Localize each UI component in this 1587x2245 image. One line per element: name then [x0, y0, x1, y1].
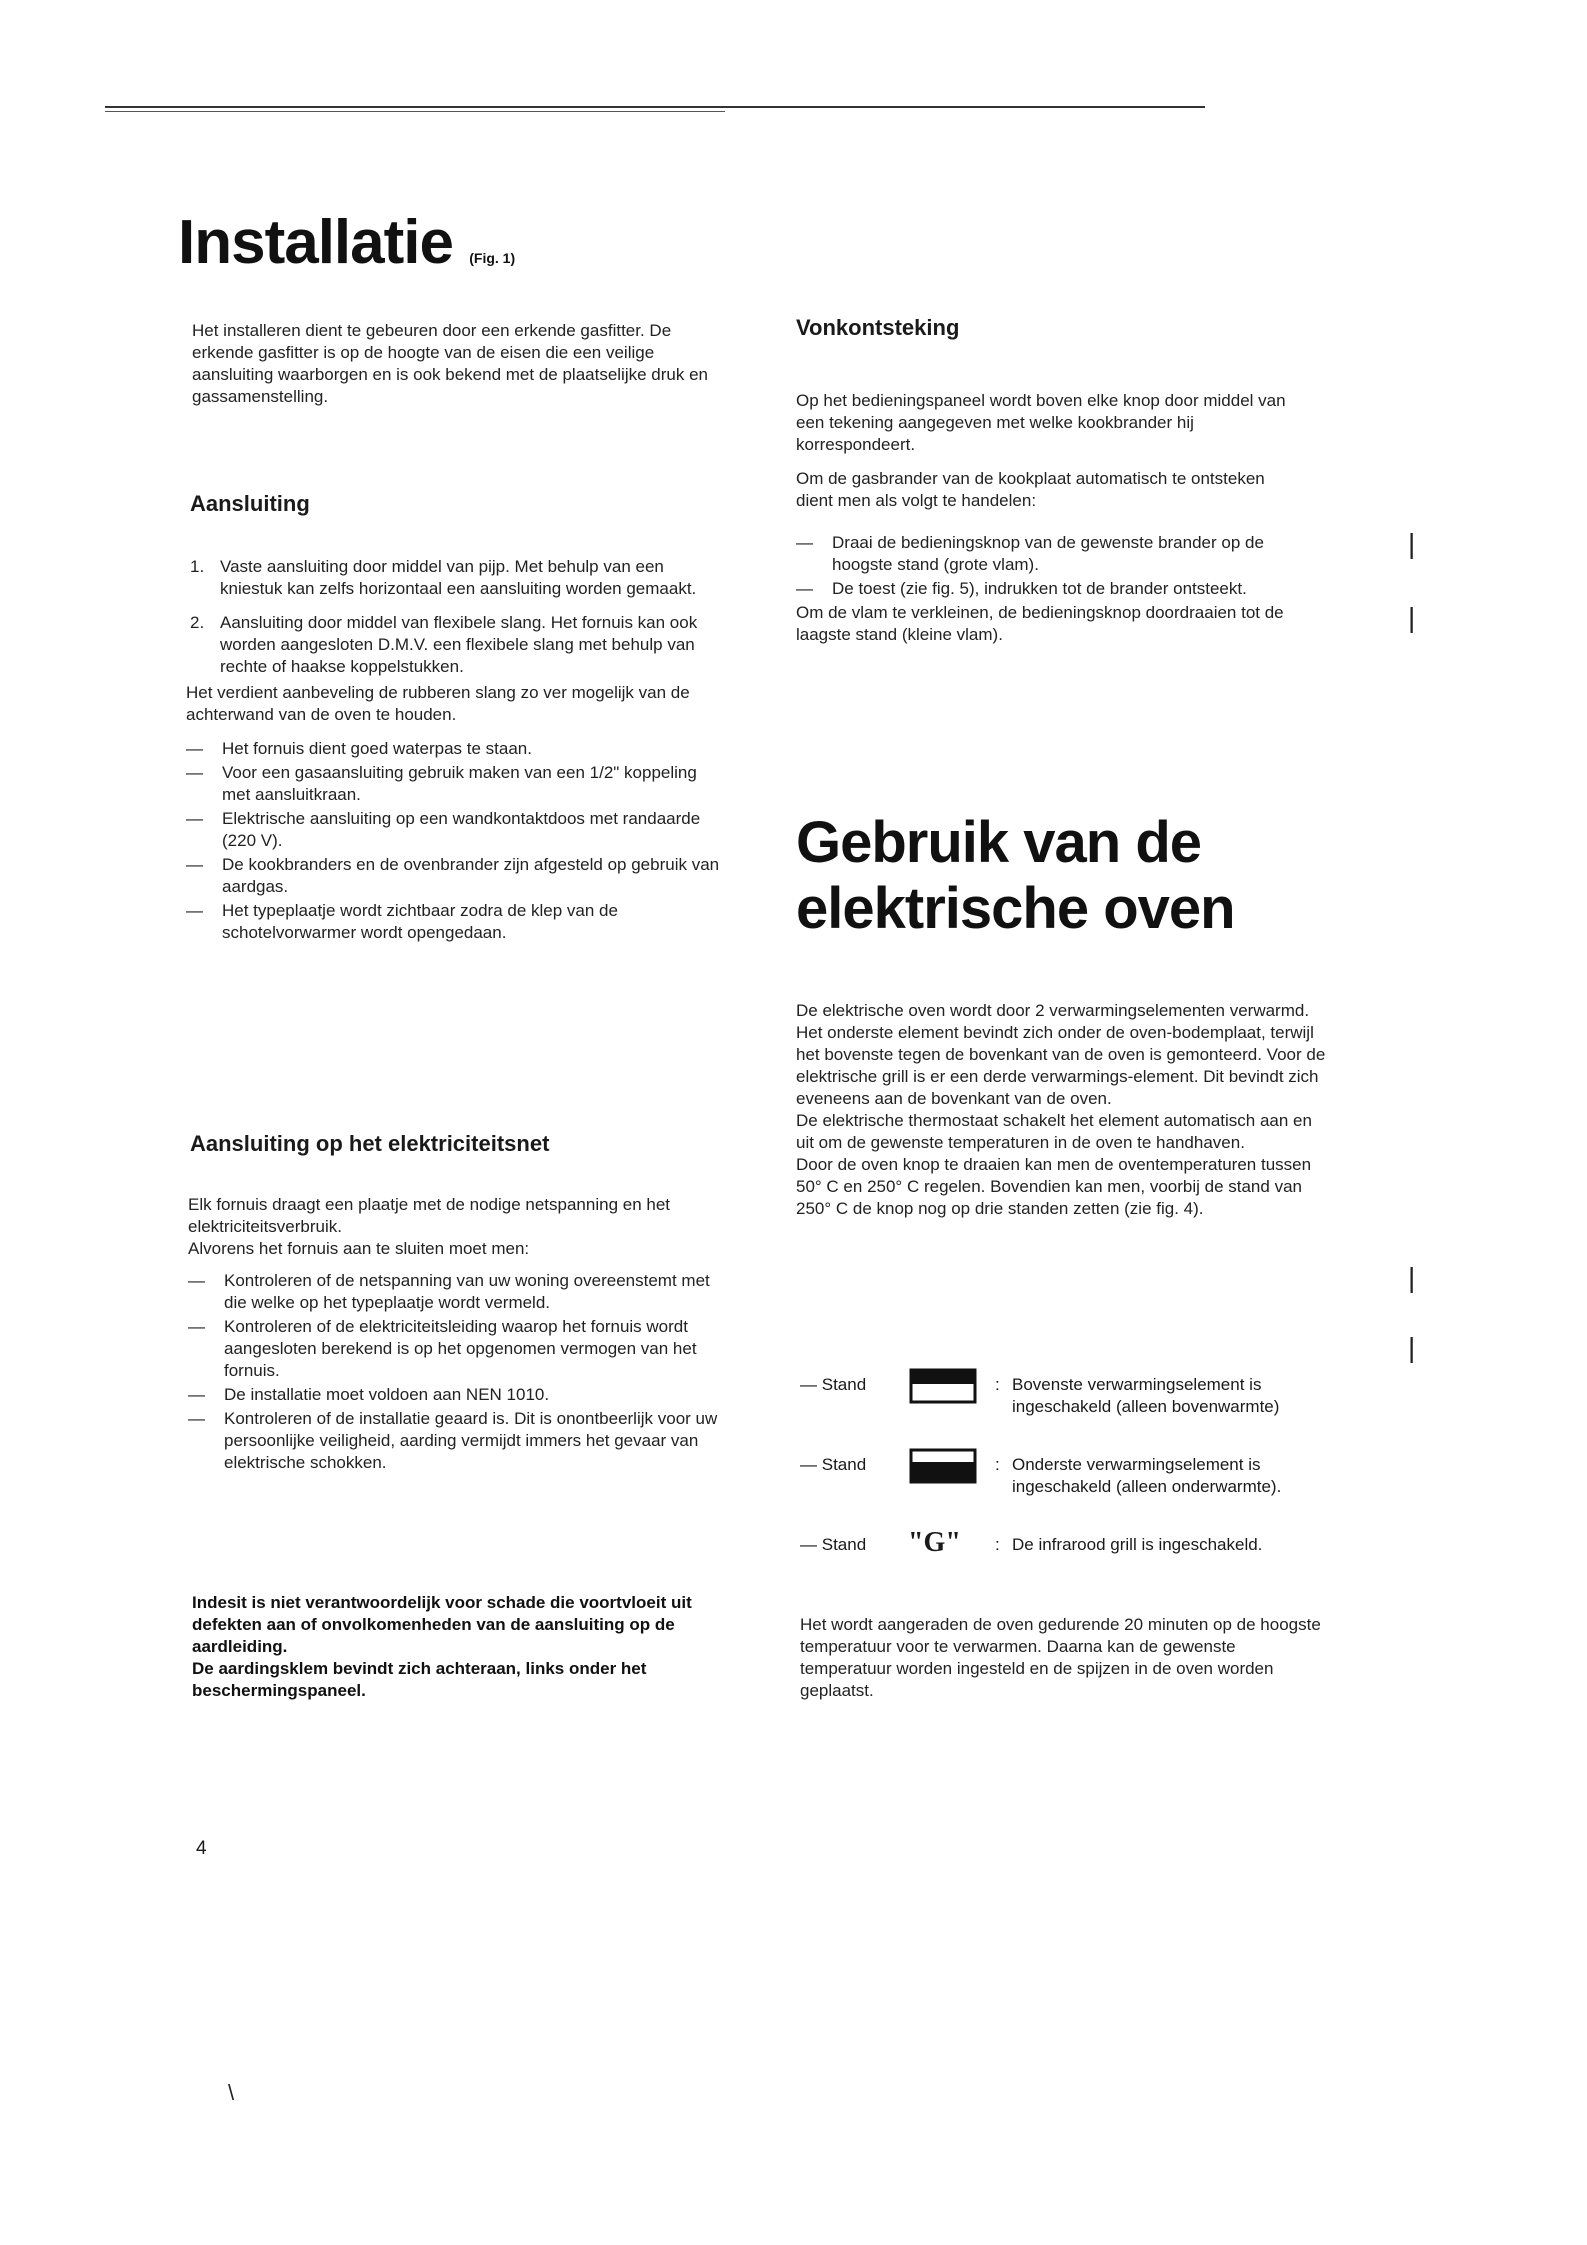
- elektriciteitsnet-section: [188, 1194, 728, 1476]
- oven-paragraph-4: Door de oven knop te draaien kan men de oventemperaturen tussen 50° C en 250° C regelen. Bovendien kan men, voorbij de stand van 250° C de knop nog op drie standen zetten (zie fig. 4).: [796, 1155, 1312, 1218]
- dash-item: — De toest (zie fig. 5), indrukken tot de brander ontsteekt.: [796, 578, 1296, 600]
- dash-item: — De kookbranders en de ovenbrander zijn afgesteld op gebruik van aardgas.: [186, 854, 726, 898]
- stand-label: — Stand: [800, 1375, 867, 1394]
- oven-title: Gebruik van de elektrische oven: [796, 810, 1235, 941]
- disclaimer-block: [192, 1592, 732, 1702]
- vonkontsteking-section: [796, 390, 1296, 646]
- elek-intro2-paragraph: Alvorens het fornuis aan te sluiten moet men:: [188, 1239, 530, 1258]
- oven-paragraph-3: De elektrische thermostaat schakelt het element automatisch aan en uit om de gewenste temperaturen in de oven te handhaven.: [796, 1111, 1312, 1152]
- oven-section: [796, 1000, 1326, 1220]
- aansluiting-dash-list: [186, 738, 726, 944]
- closing-paragraph: Het wordt aangeraden de oven gedurende 20 minuten op de hoogste temperatuur voor te verwarmen. Daarna kan de gewenste temperatuur worden ingesteld en de spijzen in de oven worden geplaatst.: [800, 1615, 1321, 1700]
- elek-intro-paragraph: Elk fornuis draagt een plaatje met de nodige netspanning en het elektriciteitsverbruik.: [188, 1195, 671, 1236]
- closing-section: [800, 1614, 1330, 1702]
- vonk-paragraph-1: Op het bedieningspaneel wordt boven elke knop door middel van een tekening aangegeven met welke kookbrander hij korrespondeert.: [796, 391, 1286, 454]
- list-item: [186, 556, 726, 600]
- margin-mark: |: [1408, 1332, 1416, 1363]
- installatie-title: [178, 208, 515, 293]
- top-rule: [105, 106, 1205, 108]
- stand-row-bottom: [800, 1448, 1340, 1528]
- disclaimer-paragraph-1: Indesit is niet verantwoordelijk voor schade die voortvloeit uit defekten aan of onvolkomenheden van de aansluiting op de aardleiding.: [192, 1593, 692, 1656]
- dash-item: — Het fornuis dient goed waterpas te staan.: [186, 738, 726, 760]
- intro-paragraph: Het installeren dient te gebeuren door een erkende gasfitter. De erkende gasfitter is op de hoogte van de eisen die een veilige aansluiting waarborgen en is ook bekend met de plaatselijke druk en gassamenstelling.: [192, 321, 708, 406]
- stand-label: — Stand: [800, 1455, 867, 1474]
- grill-g-symbol: "G": [908, 1527, 961, 1558]
- list-item-text: Aansluiting door middel van flexibele slang. Het fornuis kan ook worden aangesloten D.M.V. een flexibele slang met behulp van rechte of haakse koppelstukken.: [220, 613, 698, 676]
- disclaimer-paragraph-2: De aardingsklem bevindt zich achteraan, links onder het beschermingspaneel.: [192, 1659, 647, 1700]
- stand-label-text: Stand: [821, 1375, 867, 1394]
- oven-paragraph-2: Het onderste element bevindt zich onder de oven-bodemplaat, terwijl het bovenste tegen de bovenkant van de oven is gemonteerd. Voor de elektrische grill is er een derde verwarmings-element. Dit bevindt zich eveneens aan de bovenkant van de oven.: [796, 1023, 1326, 1108]
- dash-item: — Het typeplaatje wordt zichtbaar zodra de klep van de schotelvorwarmer wordt opengedaan.: [186, 900, 726, 944]
- dash-item: — Elektrische aansluiting op een wandkontaktdoos met randaarde (220 V).: [186, 808, 726, 852]
- stand-colon: :: [995, 1375, 1000, 1394]
- dash-item: — Draai de bedieningsknop van de gewenste brander op de hoogste stand (grote vlam).: [796, 532, 1296, 576]
- dash-item: — Kontroleren of de elektriciteitsleiding waarop het fornuis wordt aangesloten berekend is op het opgenomen vermogen van het fornuis.: [188, 1316, 728, 1382]
- elek-dash-list: [188, 1270, 728, 1474]
- margin-mark: |: [1408, 602, 1416, 633]
- margin-mark: |: [1408, 1262, 1416, 1293]
- bottom-element-icon: [908, 1448, 978, 1484]
- installatie-fig-ref: (Fig. 1): [469, 250, 516, 266]
- stand-row-grill: [800, 1528, 1340, 1578]
- dash-item: — Kontroleren of de netspanning van uw woning overeenstemt met die welke op het typeplaatje wordt vermeld.: [188, 1270, 728, 1314]
- stand-description: Bovenste verwarmingselement is ingeschakeld (alleen bovenwarmte): [1012, 1375, 1280, 1416]
- margin-mark: |: [1408, 528, 1416, 559]
- aansluiting-heading: Aansluiting: [190, 491, 310, 516]
- stand-row-top: [800, 1368, 1340, 1448]
- top-rule-secondary: [105, 111, 725, 112]
- stand-colon: :: [995, 1455, 1000, 1474]
- dash-item: — Voor een gasaansluiting gebruik maken van een 1/2" koppeling met aansluitkraan.: [186, 762, 726, 806]
- vonk-dash-list: [796, 532, 1296, 600]
- aansluiting-numbered-list: [186, 556, 726, 678]
- installatie-intro: [192, 320, 712, 420]
- vonkontsteking-heading: Vonkontsteking: [796, 315, 960, 340]
- list-item-number: 1.: [190, 557, 205, 576]
- list-item-number: 2.: [190, 613, 205, 632]
- stand-description: De infrarood grill is ingeschakeld.: [1012, 1535, 1263, 1554]
- margin-mark: \: [228, 2080, 235, 2105]
- top-element-icon: [908, 1368, 978, 1404]
- elektriciteitsnet-heading: Aansluiting op het elektriciteitsnet: [190, 1131, 550, 1156]
- stand-colon: :: [995, 1535, 1000, 1554]
- stand-label: — Stand: [800, 1535, 867, 1554]
- dash-item: — Kontroleren of de installatie geaard is. Dit is onontbeerlijk voor uw persoonlijke veiligheid, aarding vermijdt immers het gevaar van elektrische schokken.: [188, 1408, 728, 1474]
- vonk-paragraph-2: Om de gasbrander van de kookplaat automatisch te ontsteken dient men als volgt te handelen:: [796, 469, 1265, 510]
- installatie-title-text: Installatie: [178, 208, 453, 277]
- stand-table: [800, 1368, 1340, 1578]
- vonk-paragraph-3: Om de vlam te verkleinen, de bedieningsknop doordraaien tot de laagste stand (kleine vlam).: [796, 603, 1284, 644]
- stand-label-text: Stand: [821, 1455, 867, 1474]
- list-item: [186, 612, 726, 678]
- list-item-text: Vaste aansluiting door middel van pijp. Met behulp van een kniestuk kan zelfs horizontaal een aansluiting worden gemaakt.: [220, 557, 697, 598]
- page-number: 4: [196, 1838, 207, 1859]
- oven-paragraph-1: De elektrische oven wordt door 2 verwarmingselementen verwarmd.: [796, 1001, 1310, 1020]
- stand-description: Onderste verwarmingselement is ingeschakeld (alleen onderwarmte).: [1012, 1455, 1282, 1496]
- stand-label-text: Stand: [821, 1535, 867, 1554]
- dash-item: — De installatie moet voldoen aan NEN 1010.: [188, 1384, 728, 1406]
- aansluiting-section: [186, 556, 726, 946]
- aanbeveling-paragraph: Het verdient aanbeveling de rubberen slang zo ver mogelijk van de achterwand van de oven te houden.: [186, 683, 690, 724]
